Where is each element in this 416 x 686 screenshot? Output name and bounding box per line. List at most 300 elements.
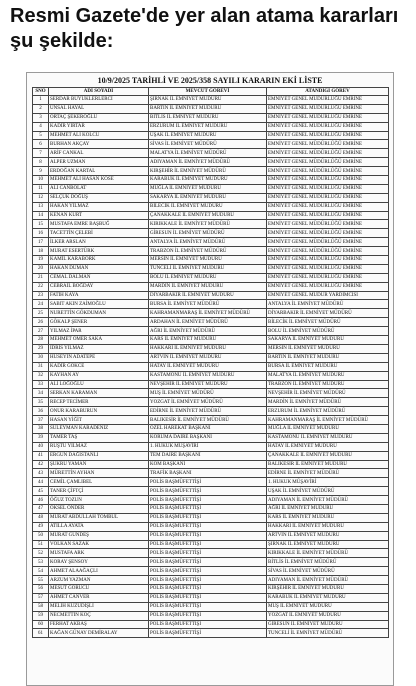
cell-current-position: KIRIKKALE İL EMNİYET MÜDÜRÜ bbox=[149, 220, 267, 229]
cell-name: ALİ LOĞOĞLU bbox=[49, 380, 149, 389]
cell-assigned-position: EMNİYET GENEL MÜDÜRLÜĞÜ EMRİNE bbox=[267, 122, 389, 131]
cell-assigned-position: SAKARYA İL EMNİYET MÜDÜRÜ bbox=[267, 336, 389, 345]
cell-sno: 53 bbox=[33, 558, 49, 567]
table-row bbox=[33, 567, 389, 576]
cell-current-position: POLİS BAŞMÜFETTİŞİ bbox=[149, 540, 267, 549]
table-row bbox=[33, 407, 389, 416]
cell-assigned-position: BALIKESİR İL EMNİYET MÜDÜRÜ bbox=[267, 460, 389, 469]
cell-name: SÜLEYMAN KARADENİZ bbox=[49, 424, 149, 433]
cell-current-position: MARDİN İL EMNİYET MÜDÜRÜ bbox=[149, 282, 267, 291]
cell-name: CEBRAİL BOĞDAY bbox=[49, 282, 149, 291]
cell-name: ŞÜKRÜ YAMAN bbox=[49, 460, 149, 469]
cell-assigned-position: ARTVİN İL EMNİYET MÜDÜRÜ bbox=[267, 531, 389, 540]
cell-sno: 61 bbox=[33, 629, 49, 638]
cell-name: GÖKALP ŞENER bbox=[49, 318, 149, 327]
table-row bbox=[33, 264, 389, 273]
cell-sno: 15 bbox=[33, 220, 49, 229]
cell-name: FERHAT AKBAŞ bbox=[49, 620, 149, 629]
table-row bbox=[33, 416, 389, 425]
table-row bbox=[33, 309, 389, 318]
cell-sno: 4 bbox=[33, 122, 49, 131]
document-title: 10/9/2025 TARİHLİ VE 2025/358 SAYILI KARARIN EKİ LİSTE bbox=[97, 76, 323, 85]
cell-current-position: SAKARYA İL EMNİYET MÜDÜRÜ bbox=[149, 193, 267, 202]
cell-assigned-position: BİTLİS İL EMNİYET MÜDÜRÜ bbox=[267, 558, 389, 567]
cell-assigned-position: MARDİN İL EMNİYET MÜDÜRÜ bbox=[267, 398, 389, 407]
cell-sno: 17 bbox=[33, 238, 49, 247]
table-row bbox=[33, 282, 389, 291]
cell-current-position: DİYARBAKIR İL EMNİYET MÜDÜRÜ bbox=[149, 291, 267, 300]
cell-name: ÖĞUZ TOZUN bbox=[49, 496, 149, 505]
cell-sno: 12 bbox=[33, 193, 49, 202]
table-row bbox=[33, 398, 389, 407]
cell-sno: 18 bbox=[33, 247, 49, 256]
cell-name: İDRİS YILMAZ bbox=[49, 344, 149, 353]
cell-sno: 16 bbox=[33, 229, 49, 238]
cell-current-position: UŞAK İL EMNİYET MÜDÜRÜ bbox=[149, 131, 267, 140]
cell-current-position: POLİS BAŞMÜFETTİŞİ bbox=[149, 567, 267, 576]
table-row bbox=[33, 131, 389, 140]
table-row bbox=[33, 389, 389, 398]
cell-assigned-position: ADIYAMAN İL EMNİYET MÜDÜRÜ bbox=[267, 496, 389, 505]
table-row bbox=[33, 611, 389, 620]
cell-assigned-position: ÇANAKKALE İL EMNİYET MÜDÜRÜ bbox=[267, 451, 389, 460]
cell-sno: 51 bbox=[33, 540, 49, 549]
cell-assigned-position: SİVAS İL EMNİYET MÜDÜRÜ bbox=[267, 567, 389, 576]
cell-current-position: 1. HUKUK MÜŞAVİRİ bbox=[149, 442, 267, 451]
cell-name: UNSAL HAYAL bbox=[49, 104, 149, 113]
cell-assigned-position: EMNİYET GENEL MÜDÜRLÜĞÜ EMRİNE bbox=[267, 220, 389, 229]
table-row bbox=[33, 620, 389, 629]
cell-sno: 52 bbox=[33, 549, 49, 558]
cell-current-position: POLİS BAŞMÜFETTİŞİ bbox=[149, 531, 267, 540]
cell-sno: 40 bbox=[33, 442, 49, 451]
cell-assigned-position: EMNİYET GENEL MÜDÜRLÜĞÜ EMRİNE bbox=[267, 184, 389, 193]
cell-sno: 28 bbox=[33, 336, 49, 345]
cell-assigned-position: EMNİYET GENEL MÜDÜRLÜĞÜ EMRİNE bbox=[267, 131, 389, 140]
cell-current-position: GİRESUN İL EMNİYET MÜDÜRÜ bbox=[149, 229, 267, 238]
cell-sno: 37 bbox=[33, 416, 49, 425]
cell-assigned-position: KARS İL EMNİYET MÜDÜRÜ bbox=[267, 513, 389, 522]
table-row bbox=[33, 584, 389, 593]
cell-sno: 7 bbox=[33, 149, 49, 158]
cell-assigned-position: EMNİYET GENEL MÜDÜRLÜĞÜ EMRİNE bbox=[267, 167, 389, 176]
gazette-document bbox=[26, 72, 394, 686]
table-row bbox=[33, 273, 389, 282]
cell-name: KENAN KURT bbox=[49, 211, 149, 220]
cell-name: RÜŞTÜ YILMAZ bbox=[49, 442, 149, 451]
table-row bbox=[33, 300, 389, 309]
cell-sno: 45 bbox=[33, 487, 49, 496]
table-row bbox=[33, 318, 389, 327]
cell-name: MEHMET ALİ HASAN KÖSE bbox=[49, 176, 149, 185]
cell-name: SERKAN KARAMAN bbox=[49, 389, 149, 398]
cell-assigned-position: EMNİYET GENEL MÜDÜRLÜĞÜ EMRİNE bbox=[267, 104, 389, 113]
table-row bbox=[33, 371, 389, 380]
cell-name: KADİR YIRTAR bbox=[49, 122, 149, 131]
cell-name: AHMET CANVER bbox=[49, 593, 149, 602]
cell-sno: 55 bbox=[33, 576, 49, 585]
table-row bbox=[33, 327, 389, 336]
cell-sno: 14 bbox=[33, 211, 49, 220]
table-row bbox=[33, 531, 389, 540]
cell-sno: 27 bbox=[33, 327, 49, 336]
cell-current-position: TUNCELİ İL EMNİYET MÜDÜRÜ bbox=[149, 264, 267, 273]
cell-name: MUSTAFA EMRE BAŞBUĞ bbox=[49, 220, 149, 229]
cell-sno: 54 bbox=[33, 567, 49, 576]
cell-current-position: BİLECİK İL EMNİYET MÜDÜRÜ bbox=[149, 202, 267, 211]
cell-sno: 34 bbox=[33, 389, 49, 398]
cell-assigned-position: EDİRNE İL EMNİYET MÜDÜRÜ bbox=[267, 469, 389, 478]
cell-assigned-position: EMNİYET GENEL MÜDÜRLÜĞÜ EMRİNE bbox=[267, 149, 389, 158]
cell-sno: 22 bbox=[33, 282, 49, 291]
cell-assigned-position: EMNİYET GENEL MÜDÜRLÜĞÜ EMRİNE bbox=[267, 176, 389, 185]
table-row bbox=[33, 424, 389, 433]
cell-current-position: POLİS BAŞMÜFETTİŞİ bbox=[149, 549, 267, 558]
cell-current-position: YOZGAT İL EMNİYET MÜDÜRÜ bbox=[149, 398, 267, 407]
cell-current-position: MALATYA İL EMNİYET MÜDÜRÜ bbox=[149, 149, 267, 158]
cell-current-position: HATAY İL EMNİYET MÜDÜRÜ bbox=[149, 362, 267, 371]
cell-current-position: KORUMA DAİRE BAŞKANI bbox=[149, 433, 267, 442]
cell-current-position: ÖZEL HAREKAT BAŞKANI bbox=[149, 424, 267, 433]
table-row bbox=[33, 576, 389, 585]
cell-name: RECEP TECİMER bbox=[49, 398, 149, 407]
table-row bbox=[33, 353, 389, 362]
cell-name: ORTAÇ ŞEKEROĞLU bbox=[49, 113, 149, 122]
cell-sno: 48 bbox=[33, 513, 49, 522]
cell-assigned-position: EMNİYET GENEL MÜDÜRLÜĞÜ EMRİNE bbox=[267, 256, 389, 265]
cell-assigned-position: MUŞ İL EMNİYET MÜDÜRÜ bbox=[267, 602, 389, 611]
cell-current-position: POLİS BAŞMÜFETTİŞİ bbox=[149, 487, 267, 496]
cell-current-position: POLİS BAŞMÜFETTİŞİ bbox=[149, 593, 267, 602]
cell-name: KAMİL KARABÖRK bbox=[49, 256, 149, 265]
cell-sno: 21 bbox=[33, 273, 49, 282]
cell-sno: 58 bbox=[33, 602, 49, 611]
table-row bbox=[33, 113, 389, 122]
cell-sno: 3 bbox=[33, 113, 49, 122]
cell-current-position: ADIYAMAN İL EMNİYET MÜDÜRÜ bbox=[149, 158, 267, 167]
cell-name: ARİF CANKAL bbox=[49, 149, 149, 158]
table-row bbox=[33, 362, 389, 371]
table-row bbox=[33, 211, 389, 220]
cell-assigned-position: EMNİYET GENEL MÜDÜRLÜĞÜ EMRİNE bbox=[267, 211, 389, 220]
cell-sno: 1 bbox=[33, 96, 49, 105]
cell-current-position: TRABZON İL EMNİYET MÜDÜRÜ bbox=[149, 247, 267, 256]
cell-current-position: KASTAMONU İL EMNİYET MÜDÜRÜ bbox=[149, 371, 267, 380]
cell-current-position: AĞRI İL EMNİYET MÜDÜRÜ bbox=[149, 327, 267, 336]
table-row bbox=[33, 593, 389, 602]
cell-name: MURAT ABDULLAH TOMBUL bbox=[49, 513, 149, 522]
cell-assigned-position: EMNİYET GENEL MÜDÜRLÜĞÜ EMRİNE bbox=[267, 96, 389, 105]
cell-sno: 38 bbox=[33, 424, 49, 433]
table-row bbox=[33, 496, 389, 505]
cell-current-position: EDİRNE İL EMNİYET MÜDÜRÜ bbox=[149, 407, 267, 416]
cell-name: MELİH KUZUDİŞLİ bbox=[49, 602, 149, 611]
cell-assigned-position: KASTAMONU İL EMNİYET MÜDÜRÜ bbox=[267, 433, 389, 442]
cell-name: SERDAR BÜYÜKLERLERCİ bbox=[49, 96, 149, 105]
cell-current-position: SİVAS İL EMNİYET MÜDÜRÜ bbox=[149, 140, 267, 149]
cell-current-position: KAHRAMANMARAŞ İL EMNİYET MÜDÜRÜ bbox=[149, 309, 267, 318]
cell-sno: 49 bbox=[33, 522, 49, 531]
table-row bbox=[33, 336, 389, 345]
cell-name: KORAY ŞENSOY bbox=[49, 558, 149, 567]
cell-current-position: KIRŞEHİR İL EMNİYET MÜDÜRÜ bbox=[149, 167, 267, 176]
cell-name: ALPER UZMAN bbox=[49, 158, 149, 167]
cell-assigned-position: ŞIRNAK İL EMNİYET MÜDÜRÜ bbox=[267, 540, 389, 549]
table-row bbox=[33, 487, 389, 496]
cell-assigned-position: EMNİYET GENEL MÜDÜRLÜĞÜ EMRİNE bbox=[267, 140, 389, 149]
cell-sno: 30 bbox=[33, 353, 49, 362]
cell-name: KAĞAN GÜNAY DEMİRALAY bbox=[49, 629, 149, 638]
cell-sno: 39 bbox=[33, 433, 49, 442]
cell-sno: 56 bbox=[33, 584, 49, 593]
table-row bbox=[33, 442, 389, 451]
cell-name: CEMAL DALMAN bbox=[49, 273, 149, 282]
cell-current-position: BALIKESİR İL EMNİYET MÜDÜRÜ bbox=[149, 416, 267, 425]
cell-assigned-position: EMNİYET GENEL MÜDÜR YARDIMCISI bbox=[267, 291, 389, 300]
cell-current-position: POLİS BAŞMÜFETTİŞİ bbox=[149, 558, 267, 567]
cell-name: NECMETTİN KOÇ bbox=[49, 611, 149, 620]
cell-name: HAKAN YILMAZ bbox=[49, 202, 149, 211]
cell-assigned-position: AĞRI İL EMNİYET MÜDÜRÜ bbox=[267, 504, 389, 513]
cell-assigned-position: UŞAK İL EMNİYET MÜDÜRÜ bbox=[267, 487, 389, 496]
cell-assigned-position: ERZURUM İL EMNİYET MÜDÜRÜ bbox=[267, 407, 389, 416]
table-row bbox=[33, 602, 389, 611]
cell-assigned-position: KAHRAMANMARAŞ İL EMNİYET MÜDÜRÜ bbox=[267, 416, 389, 425]
cell-current-position: POLİS BAŞMÜFETTİŞİ bbox=[149, 478, 267, 487]
cell-current-position: POLİS BAŞMÜFETTİŞİ bbox=[149, 602, 267, 611]
cell-name: ERDOĞAN KARTAL bbox=[49, 167, 149, 176]
cell-assigned-position: KIRIKKALE İL EMNİYET MÜDÜRÜ bbox=[267, 549, 389, 558]
cell-sno: 32 bbox=[33, 371, 49, 380]
cell-current-position: MUĞLA İL EMNİYET MÜDÜRÜ bbox=[149, 184, 267, 193]
cell-name: ARZUM YAZMAN bbox=[49, 576, 149, 585]
table-row bbox=[33, 167, 389, 176]
cell-sno: 2 bbox=[33, 104, 49, 113]
cell-name: HASAN YİĞİT bbox=[49, 416, 149, 425]
cell-name: ONUR KARABURUN bbox=[49, 407, 149, 416]
cell-sno: 50 bbox=[33, 531, 49, 540]
cell-current-position: POLİS BAŞMÜFETTİŞİ bbox=[149, 522, 267, 531]
cell-name: MESUT GÖRÜCÜ bbox=[49, 584, 149, 593]
cell-name: ALİ CANBOLAT bbox=[49, 184, 149, 193]
cell-assigned-position: BOLU İL EMNİYET MÜDÜRÜ bbox=[267, 327, 389, 336]
cell-name: YILMAZ İPAR bbox=[49, 327, 149, 336]
cell-current-position: BARTIN İL EMNİYET MÜDÜRÜ bbox=[149, 104, 267, 113]
cell-assigned-position: EMNİYET GENEL MÜDÜRLÜĞÜ EMRİNE bbox=[267, 158, 389, 167]
cell-sno: 23 bbox=[33, 291, 49, 300]
table-row bbox=[33, 469, 389, 478]
cell-assigned-position: EMNİYET GENEL MÜDÜRLÜĞÜ EMRİNE bbox=[267, 193, 389, 202]
table-row bbox=[33, 433, 389, 442]
cell-current-position: ARDAHAN İL EMNİYET MÜDÜRÜ bbox=[149, 318, 267, 327]
cell-sno: 57 bbox=[33, 593, 49, 602]
cell-name: ÖKSEL ÖNDER bbox=[49, 504, 149, 513]
cell-assigned-position: DİYARBAKIR İL EMNİYET MÜDÜRÜ bbox=[267, 309, 389, 318]
cell-sno: 5 bbox=[33, 131, 49, 140]
table-row bbox=[33, 96, 389, 105]
cell-assigned-position: 1. HUKUK MÜŞAVİRİ bbox=[267, 478, 389, 487]
cell-sno: 24 bbox=[33, 300, 49, 309]
cell-current-position: POLİS BAŞMÜFETTİŞİ bbox=[149, 496, 267, 505]
cell-assigned-position: ANTALYA İL EMNİYET MÜDÜRÜ bbox=[267, 300, 389, 309]
table-header-row bbox=[33, 88, 389, 96]
cell-name: MÜRETTİN AYHAN bbox=[49, 469, 149, 478]
cell-name: SELÇUK DOĞUŞ bbox=[49, 193, 149, 202]
headline: Resmi Gazete'de yer alan atama kararları şu şekilde: bbox=[10, 5, 399, 52]
cell-sno: 47 bbox=[33, 504, 49, 513]
table-row bbox=[33, 513, 389, 522]
cell-current-position: POLİS BAŞMÜFETTİŞİ bbox=[149, 576, 267, 585]
cell-current-position: TEM DAİRE BAŞKANI bbox=[149, 451, 267, 460]
cell-name: CEMİL ÇAMLIBEL bbox=[49, 478, 149, 487]
column-header-sno: SNO bbox=[33, 88, 49, 96]
cell-sno: 26 bbox=[33, 318, 49, 327]
cell-assigned-position: BİLECİK İL EMNİYET MÜDÜRÜ bbox=[267, 318, 389, 327]
column-header-current-position: MEVCUT GÖREVİ bbox=[149, 88, 267, 96]
cell-assigned-position: TUNCELİ İL EMNİYET MÜDÜRÜ bbox=[267, 629, 389, 638]
cell-current-position: KARABÜK İL EMNİYET MÜDÜRÜ bbox=[149, 176, 267, 185]
cell-assigned-position: EMNİYET GENEL MÜDÜRLÜĞÜ EMRİNE bbox=[267, 247, 389, 256]
cell-name: MEHMET ALİ KOLCU bbox=[49, 131, 149, 140]
cell-sno: 59 bbox=[33, 611, 49, 620]
cell-sno: 13 bbox=[33, 202, 49, 211]
table-row bbox=[33, 558, 389, 567]
cell-assigned-position: EMNİYET GENEL MÜDÜRLÜĞÜ EMRİNE bbox=[267, 238, 389, 247]
cell-name: MUSTAFA ARK bbox=[49, 549, 149, 558]
cell-current-position: ANTALYA İL EMNİYET MÜDÜRÜ bbox=[149, 238, 267, 247]
cell-current-position: POLİS BAŞMÜFETTİŞİ bbox=[149, 513, 267, 522]
table-row bbox=[33, 193, 389, 202]
cell-name: TACETTİN ÇELEBİ bbox=[49, 229, 149, 238]
cell-assigned-position: BURSA İL EMNİYET MÜDÜRÜ bbox=[267, 362, 389, 371]
column-header-name: ADI SOYADI bbox=[49, 88, 149, 96]
cell-name: ATİLLA AYATA bbox=[49, 522, 149, 531]
cell-name: SABIT AKIN ZAİMOĞLU bbox=[49, 300, 149, 309]
cell-assigned-position: EMNİYET GENEL MÜDÜRLÜĞÜ EMRİNE bbox=[267, 113, 389, 122]
cell-assigned-position: MERSİN İL EMNİYET MÜDÜRÜ bbox=[267, 344, 389, 353]
cell-assigned-position: EMNİYET GENEL MÜDÜRLÜĞÜ EMRİNE bbox=[267, 273, 389, 282]
cell-name: MURAT ESERTÜRK bbox=[49, 247, 149, 256]
cell-assigned-position: EMNİYET GENEL MÜDÜRLÜĞÜ EMRİNE bbox=[267, 229, 389, 238]
cell-current-position: POLİS BAŞMÜFETTİŞİ bbox=[149, 620, 267, 629]
cell-name: TAMER TAŞ bbox=[49, 433, 149, 442]
cell-assigned-position: YOZGAT İL EMNİYET MÜDÜRÜ bbox=[267, 611, 389, 620]
cell-name: MEHMET ÖMER SAKA bbox=[49, 336, 149, 345]
cell-name: HAKAN DUMAN bbox=[49, 264, 149, 273]
cell-current-position: POLİS BAŞMÜFETTİŞİ bbox=[149, 629, 267, 638]
table-row bbox=[33, 504, 389, 513]
cell-sno: 6 bbox=[33, 140, 49, 149]
cell-name: FATİH KAYA bbox=[49, 291, 149, 300]
table-row bbox=[33, 220, 389, 229]
table-row bbox=[33, 522, 389, 531]
cell-current-position: ERZURUM İL EMNİYET MÜDÜRÜ bbox=[149, 122, 267, 131]
table-row bbox=[33, 229, 389, 238]
table-row bbox=[33, 176, 389, 185]
cell-sno: 10 bbox=[33, 176, 49, 185]
cell-sno: 20 bbox=[33, 264, 49, 273]
cell-assigned-position: TRABZON İL EMNİYET MÜDÜRÜ bbox=[267, 380, 389, 389]
cell-sno: 25 bbox=[33, 309, 49, 318]
cell-name: TANER ÇİFTÇİ bbox=[49, 487, 149, 496]
cell-assigned-position: MUĞLA İL EMNİYET MÜDÜRÜ bbox=[267, 424, 389, 433]
cell-current-position: POLİS BAŞMÜFETTİŞİ bbox=[149, 504, 267, 513]
cell-current-position: HAKKARİ İL EMNİYET MÜDÜRÜ bbox=[149, 344, 267, 353]
cell-name: KADİR GÖKCE bbox=[49, 362, 149, 371]
cell-assigned-position: HAKKARİ İL EMNİYET MÜDÜRÜ bbox=[267, 522, 389, 531]
table-row bbox=[33, 478, 389, 487]
cell-assigned-position: KARABÜK İL EMNİYET MÜDÜRÜ bbox=[267, 593, 389, 602]
cell-sno: 41 bbox=[33, 451, 49, 460]
cell-sno: 9 bbox=[33, 167, 49, 176]
cell-sno: 42 bbox=[33, 460, 49, 469]
table-row bbox=[33, 238, 389, 247]
table-row bbox=[33, 460, 389, 469]
cell-sno: 33 bbox=[33, 380, 49, 389]
cell-name: NURETTİN GÖKDUMAN bbox=[49, 309, 149, 318]
table-row bbox=[33, 104, 389, 113]
cell-assigned-position: HATAY İL EMNİYET MÜDÜRÜ bbox=[267, 442, 389, 451]
table-row bbox=[33, 291, 389, 300]
cell-assigned-position: ADIYAMAN İL EMNİYET MÜDÜRÜ bbox=[267, 576, 389, 585]
table-row bbox=[33, 158, 389, 167]
cell-assigned-position: GİRESUN İL EMNİYET MÜDÜRÜ bbox=[267, 620, 389, 629]
cell-current-position: MUŞ İL EMNİYET MÜDÜRÜ bbox=[149, 389, 267, 398]
cell-current-position: POLİS BAŞMÜFETTİŞİ bbox=[149, 584, 267, 593]
cell-name: MURAT GÜNDEŞ bbox=[49, 531, 149, 540]
cell-current-position: KOM BAŞKANI bbox=[149, 460, 267, 469]
cell-assigned-position: EMNİYET GENEL MÜDÜRLÜĞÜ EMRİNE bbox=[267, 264, 389, 273]
cell-current-position: TRAFİK BAŞKANI bbox=[149, 469, 267, 478]
cell-current-position: ARTVİN İL EMNİYET MÜDÜRÜ bbox=[149, 353, 267, 362]
cell-sno: 43 bbox=[33, 469, 49, 478]
cell-current-position: POLİS BAŞMÜFETTİŞİ bbox=[149, 611, 267, 620]
table-row bbox=[33, 540, 389, 549]
table-row bbox=[33, 140, 389, 149]
cell-current-position: NEVŞEHİR İL EMNİYET MÜDÜRÜ bbox=[149, 380, 267, 389]
cell-sno: 35 bbox=[33, 398, 49, 407]
cell-assigned-position: NEVŞEHİR İL EMNİYET MÜDÜRÜ bbox=[267, 389, 389, 398]
cell-current-position: ÇANAKKALE İL EMNİYET MÜDÜRÜ bbox=[149, 211, 267, 220]
table-row bbox=[33, 344, 389, 353]
cell-assigned-position: BARTIN İL EMNİYET MÜDÜRÜ bbox=[267, 353, 389, 362]
table-row bbox=[33, 202, 389, 211]
table-row bbox=[33, 256, 389, 265]
cell-name: İLKER ARSLAN bbox=[49, 238, 149, 247]
cell-sno: 31 bbox=[33, 362, 49, 371]
cell-sno: 44 bbox=[33, 478, 49, 487]
column-header-assigned-position: ATANDIĞI GÖREV bbox=[267, 88, 389, 96]
table-row bbox=[33, 122, 389, 131]
table-row bbox=[33, 549, 389, 558]
cell-name: AHMET ALAAĞAÇLI bbox=[49, 567, 149, 576]
cell-name: HÜSEYİN ADATEPE bbox=[49, 353, 149, 362]
cell-name: BURHAN AKÇAY bbox=[49, 140, 149, 149]
cell-current-position: MERSİN İL EMNİYET MÜDÜRÜ bbox=[149, 256, 267, 265]
table-row bbox=[33, 451, 389, 460]
cell-name: VOLKAN SAZAK bbox=[49, 540, 149, 549]
appointment-table bbox=[32, 87, 389, 638]
table-row bbox=[33, 247, 389, 256]
cell-current-position: KARS İL EMNİYET MÜDÜRÜ bbox=[149, 336, 267, 345]
cell-sno: 46 bbox=[33, 496, 49, 505]
cell-name: ERGÜN DAĞISTANLI bbox=[49, 451, 149, 460]
table-row bbox=[33, 184, 389, 193]
cell-sno: 29 bbox=[33, 344, 49, 353]
cell-sno: 60 bbox=[33, 620, 49, 629]
cell-assigned-position: EMNİYET GENEL MÜDÜRLÜĞÜ EMRİNE bbox=[267, 282, 389, 291]
cell-sno: 8 bbox=[33, 158, 49, 167]
